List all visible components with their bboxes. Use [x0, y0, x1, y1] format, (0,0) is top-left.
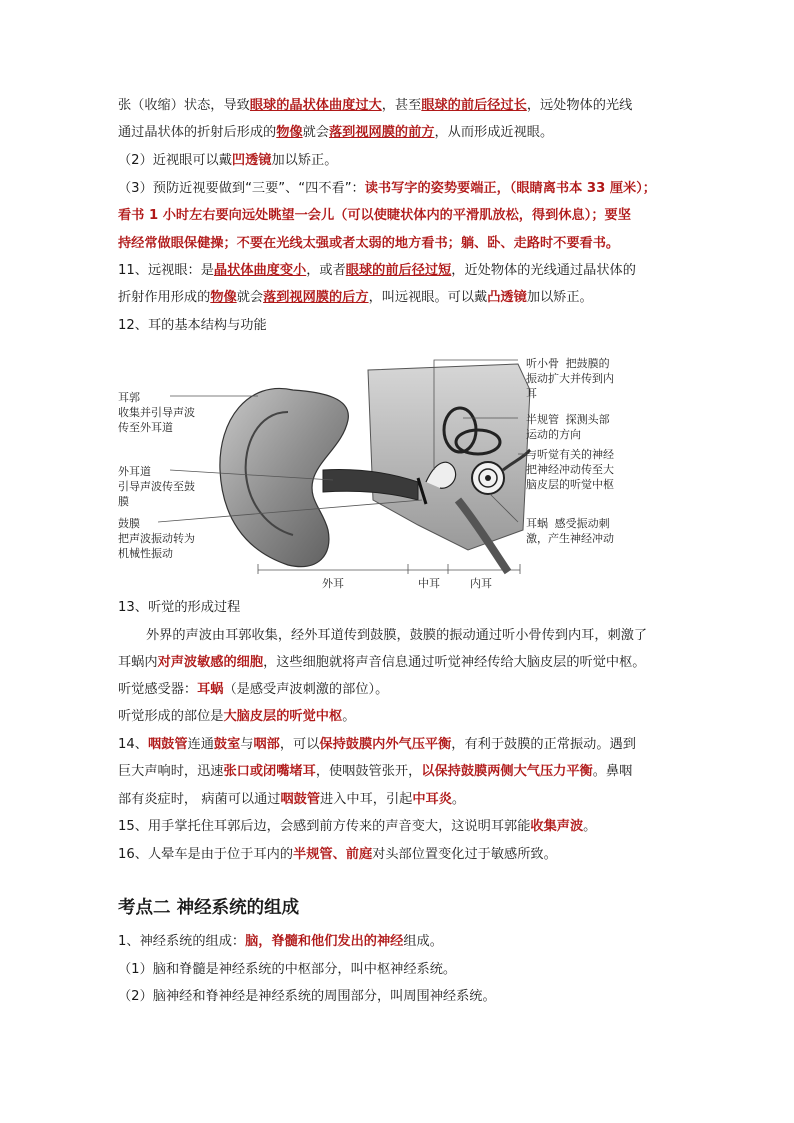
label-line: 机械性振动	[118, 547, 173, 560]
section-heading-nervous-system: 考点二 神经系统的组成	[118, 898, 300, 918]
label-cochlea	[526, 516, 614, 546]
label-line: 与听觉有关的神经	[526, 448, 614, 461]
highlight-collect-sound: 收集声波	[530, 819, 584, 834]
highlight-sound-cells: 对声波敏感的细胞	[157, 655, 264, 670]
label-line: 膜	[118, 495, 129, 508]
label-line: 振动扩大并传到内	[526, 372, 614, 385]
text: ，远处物体的光线	[526, 98, 633, 113]
highlight-image: 物像	[276, 125, 303, 140]
text: ，甚至	[381, 98, 422, 113]
highlight-lens-curvature-large: 眼球的晶状体曲度过大	[249, 98, 382, 113]
text: 就会	[236, 290, 264, 305]
highlight-convex-lens: 凸透镜	[487, 290, 527, 305]
temporal-bone-shape	[368, 364, 530, 550]
paragraph-central-nervous-system: （1）脑和脊髓是神经系统的中枢部分，叫中枢神经系统。	[118, 962, 457, 977]
text: ，使咽鼓管张开，	[315, 764, 422, 779]
text: 。鼻咽	[592, 764, 633, 779]
highlight-front-of-retina: 落到视网膜的前方	[329, 125, 435, 140]
label-line: 把声波振动转为	[118, 532, 195, 545]
highlight-both-sides-balance: 以保持鼓膜两侧大气压力平衡	[421, 764, 593, 779]
highlight-pharynx: 咽部	[253, 737, 280, 752]
paragraph-eustachian-line3	[118, 790, 678, 810]
label-line: 耳	[526, 387, 537, 400]
cochlea-center	[485, 475, 491, 481]
text: 。	[583, 819, 597, 834]
text: 进入中耳，引起	[320, 792, 413, 807]
text: 。	[342, 709, 356, 724]
paragraph-motion-sickness	[118, 845, 678, 865]
paragraph-myopia-prevention-line2: 看书 1 小时左右要向远处眺望一会儿（可以使睫状体内的平滑肌放松，得到休息）；要坚	[118, 208, 631, 223]
paragraph-myopia-prevention-line3: 持经常做眼保健操；不要在光线太强或者太弱的地方看书；躺、卧、走路时不要看书。	[118, 236, 620, 251]
paragraph-hyperopia-line2	[118, 288, 678, 308]
paragraph-auricle-function	[118, 817, 678, 837]
paragraph-myopia-cause-line2	[118, 123, 678, 143]
text: 与	[240, 737, 254, 752]
highlight-behind-retina: 落到视网膜的后方	[263, 290, 369, 305]
highlight-eye-diameter-long: 眼球的前后径过长	[421, 98, 527, 113]
paragraph-hearing-location	[118, 707, 678, 727]
label-line: 耳郭	[118, 391, 140, 404]
label-ear-canal	[118, 464, 195, 509]
text: （2）近视眼可以戴	[118, 153, 232, 168]
text: 部有炎症时， 病菌可以通过	[118, 792, 281, 807]
label-line: 把神经冲动传至大	[526, 463, 614, 476]
text: 14、	[118, 737, 148, 752]
section-hearing-formation-title: 13、听觉的形成过程	[118, 600, 241, 615]
paragraph-myopia-prevention-line1	[118, 179, 678, 199]
paragraph-hearing-line1: 外界的声波由耳郭收集，经外耳道传到鼓膜，鼓膜的振动通过听小骨传到内耳，刺激了	[146, 628, 648, 643]
highlight-open-mouth: 张口或闭嘴堵耳	[223, 764, 316, 779]
label-inner-ear: 内耳	[470, 577, 492, 590]
label-line: 运动的方向	[526, 428, 581, 441]
text: 16、人晕车是由于位于耳内的	[118, 847, 294, 862]
paragraph-eustachian-line2	[118, 762, 678, 782]
text: ，这些细胞就将声音信息通过听觉神经传给大脑皮层的听觉中枢。	[263, 655, 646, 670]
text: 听觉形成的部位是	[118, 709, 224, 724]
highlight-eustachian-tube: 咽鼓管	[280, 792, 321, 807]
paragraph-hearing-line2	[118, 653, 678, 673]
label-middle-ear: 中耳	[418, 577, 440, 590]
paragraph-myopia-cause-line1	[118, 96, 678, 116]
text: 连通	[187, 737, 214, 752]
paragraph-myopia-correction	[118, 151, 678, 171]
highlight-posture: 读书写字的姿势要端正，（眼睛离书本 33 厘米）；	[364, 181, 656, 196]
label-auricle	[118, 390, 195, 435]
ear-structure-figure	[118, 350, 638, 595]
highlight-image: 物像	[210, 290, 237, 305]
label-semicircular-canals	[526, 412, 610, 442]
paragraph-eustachian-line1	[118, 735, 678, 755]
label-line: 收集并引导声波	[118, 406, 195, 419]
highlight-auditory-center: 大脑皮层的听觉中枢	[223, 709, 343, 724]
highlight-concave-lens: 凹透镜	[231, 153, 272, 168]
label-outer-ear: 外耳	[322, 577, 344, 590]
text: ，或者	[306, 263, 346, 278]
section-ear-structure-title: 12、耳的基本结构与功能	[118, 318, 267, 333]
label-ossicles	[526, 356, 614, 401]
highlight-cochlea: 耳蜗	[197, 682, 224, 697]
label-line: 脑皮层的听觉中枢	[526, 478, 614, 491]
label-line: 外耳道	[118, 465, 151, 478]
text: 通过晶状体的折射后形成的	[118, 125, 277, 140]
label-line: 激，产生神经冲动	[526, 532, 614, 545]
highlight-eustachian-tube: 咽鼓管	[147, 737, 188, 752]
text: 11、远视眼：是	[118, 263, 214, 278]
text: 加以矫正。	[526, 290, 593, 305]
label-auditory-nerve	[526, 447, 614, 492]
highlight-tympanic-cavity: 鼓室	[213, 737, 241, 752]
highlight-semicircular-vestibule: 半规管、前庭	[293, 847, 373, 862]
label-line: 听小骨 把鼓膜的	[526, 357, 610, 370]
text: 耳蜗内	[118, 655, 158, 670]
text: ，有利于鼓膜的正常振动。遇到	[451, 737, 636, 752]
highlight-eye-diameter-short: 眼球的前后径过短	[345, 263, 452, 278]
text: 15、用手掌托住耳郭后边，会感到前方传来的声音变大，这说明耳郭能	[118, 819, 531, 834]
paragraph-hearing-receptor	[118, 680, 678, 700]
text: ，近处物体的光线通过晶状体的	[451, 263, 636, 278]
highlight-lens-curvature-small: 晶状体曲度变小	[213, 263, 307, 278]
text: 1、神经系统的组成：	[118, 934, 246, 949]
text: ，叫远视眼。可以戴	[368, 290, 488, 305]
text: 折射作用形成的	[118, 290, 211, 305]
label-line: 鼓膜	[118, 517, 140, 530]
text: 。	[451, 792, 466, 807]
highlight-pressure-balance: 保持鼓膜内外气压平衡	[319, 737, 452, 752]
highlight-otitis-media: 中耳炎	[412, 792, 452, 807]
label-eardrum	[118, 516, 195, 561]
paragraph-peripheral-nervous-system: （2）脑神经和脊神经是神经系统的周围部分，叫周围神经系统。	[118, 989, 496, 1004]
text: ，从而形成近视眼。	[434, 125, 554, 140]
text: （3）预防近视要做到“三要”、“四不看”：	[118, 181, 365, 196]
paragraph-hyperopia-line1	[118, 261, 678, 281]
text: 就会	[302, 125, 329, 140]
text: 对头部位置变化过于敏感所致。	[372, 847, 557, 862]
text: 加以矫正。	[271, 153, 338, 168]
label-line: 引导声波传至鼓	[118, 480, 195, 493]
label-line: 耳蜗 感受振动刺	[526, 517, 610, 530]
text: 组成。	[403, 934, 443, 949]
text: 巨大声响时，迅速	[118, 764, 224, 779]
text: ，可以	[279, 737, 320, 752]
label-line: 半规管 探测头部	[526, 413, 610, 426]
text: （是感受声波刺激的部位）。	[223, 682, 389, 697]
text: 张（收缩）状态，导致	[118, 98, 250, 113]
label-line: 传至外耳道	[118, 421, 173, 434]
highlight-brain-spinal-nerves: 脑，脊髓和他们发出的神经	[245, 934, 404, 949]
text: 听觉感受器：	[118, 682, 198, 697]
paragraph-nervous-system-composition	[118, 932, 678, 952]
